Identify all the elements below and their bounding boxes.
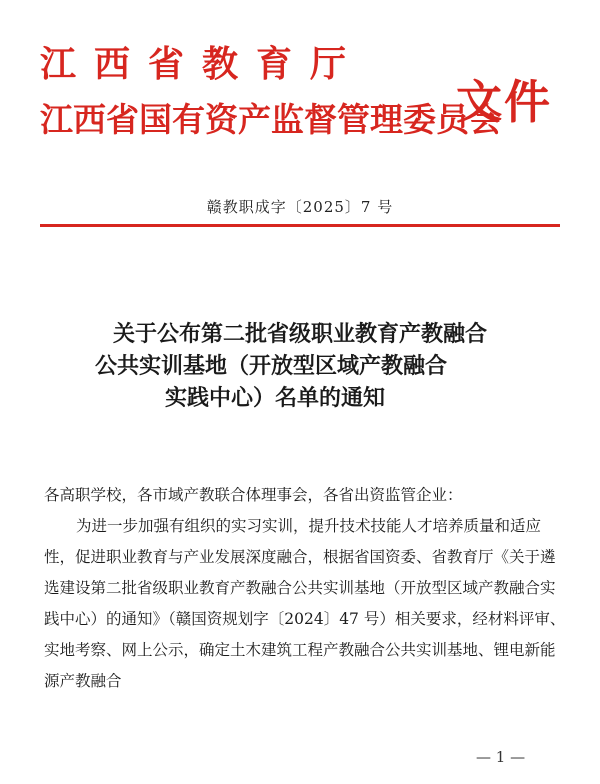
issuer-education-department: 江西省教育厅: [40, 43, 365, 85]
letterhead: [40, 28, 580, 158]
document-number: 赣教职成字〔2025〕7 号: [206, 198, 394, 216]
salutation: 各高职学校，各市域产教联合体理事会，各省出资监管企业：: [44, 486, 463, 504]
page-number: — 1 —: [476, 748, 526, 766]
document-title: [40, 318, 560, 414]
red-divider-line: [40, 224, 560, 227]
document-body: [44, 480, 568, 697]
issuer-sasac: 江西省国有资产监督管理委员会: [40, 100, 502, 139]
body-paragraph: 为进一步加强有组织的实习实训，提升技术技能人才培养质量和适应性，促进职业教育与产业发展深度融合，根据省国资委、省教育厅《关于遴选建设第二批省级职业教育产教融合公共实训基地（开放型区域产教融合实践中心）的通知》（赣国资规划字〔2024〕47 号）相关要求，经材料评审、实地考察、网上公示，确定土木建筑工程产教融合公共实训基地、锂电新能源产教融合: [44, 517, 566, 690]
document-label: 文件: [456, 75, 552, 129]
title-line-1: 关于公布第二批省级职业教育产教融合: [112, 321, 487, 347]
title-line-2: 公共实训基地（开放型区域产教融合: [95, 353, 448, 379]
title-line-3: 实践中心）名单的通知: [165, 385, 386, 411]
